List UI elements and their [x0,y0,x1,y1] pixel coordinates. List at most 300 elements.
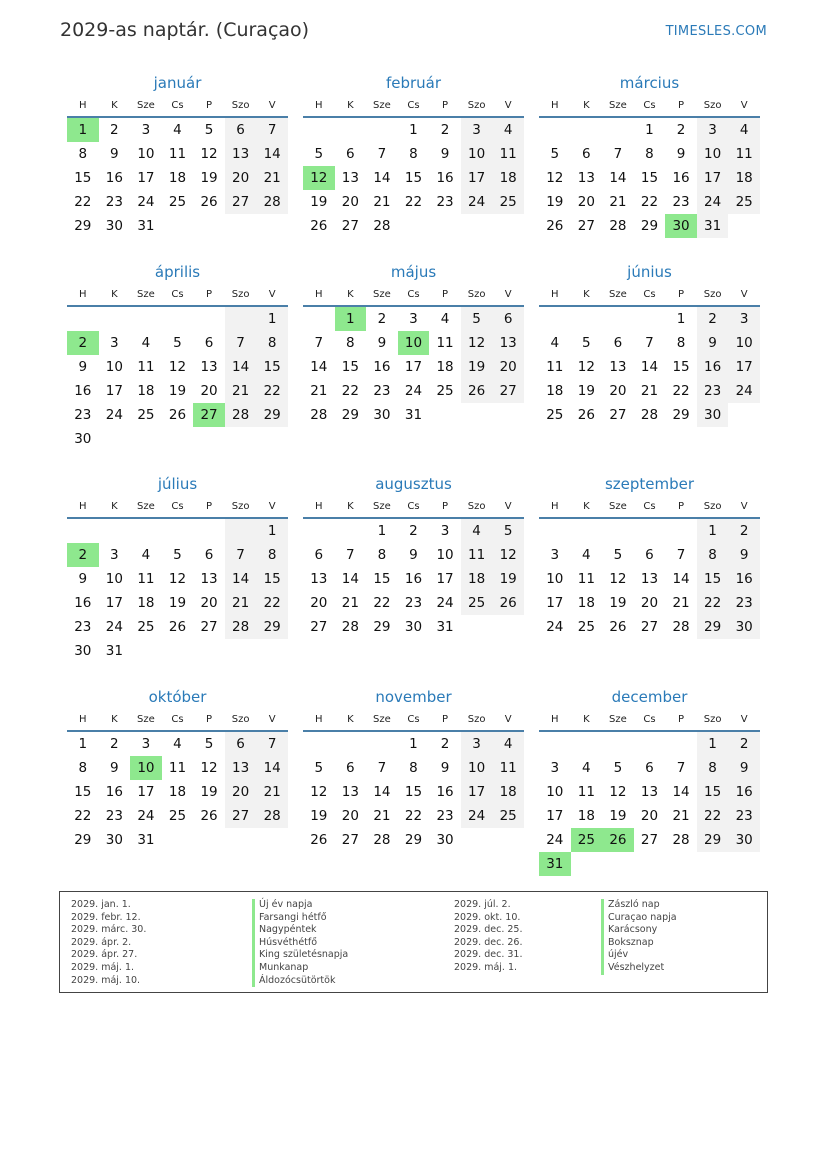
empty-day-cell [225,307,257,331]
day-cell: 3 [461,732,493,756]
day-cell: 1 [697,519,729,543]
day-cell: 19 [609,595,627,611]
day-grid [539,732,760,876]
day-cell: 12 [546,170,564,186]
day-cell: 21 [672,808,690,824]
empty-day-cell [571,732,603,756]
weekday-label: V [504,501,512,512]
weekday-label: Sze [137,714,155,725]
day-cell: 15 [697,567,729,591]
day-cell: 28 [256,190,288,214]
day-cell: 19 [492,567,524,591]
day-cell: 7 [225,331,257,355]
weekday-header [67,708,288,732]
day-grid [67,307,288,451]
day-cell: 29 [341,407,359,423]
day-cell: 11 [492,142,524,166]
day-cell: 10 [461,142,493,166]
legend-entry: Új év napja [252,899,348,912]
legend-entry: 2029. máj. 1. [454,961,518,973]
day-cell: 24 [105,619,123,635]
day-cell: 1 [78,736,88,752]
holiday-day-cell: 2 [67,331,99,355]
day-cell: 5 [314,146,324,162]
day-cell: 24 [728,379,760,403]
day-cell: 21 [310,383,328,399]
day-cell: 17 [105,595,123,611]
day-grid [67,118,288,238]
day-cell: 29 [697,828,729,852]
holiday-day-cell: 1 [335,307,367,331]
weekday-label: P [206,714,213,725]
empty-day-cell [303,519,335,543]
weekday-label: Cs [643,714,656,725]
day-cell: 19 [577,383,595,399]
day-cell: 20 [492,355,524,379]
empty-day-cell [602,732,634,756]
legend-entry: Zászló nap [601,899,677,912]
day-cell: 14 [640,359,659,375]
empty-day-cell [665,732,697,756]
day-cell: 2 [728,732,760,756]
weekday-label: V [504,714,512,725]
weekday-label: P [442,501,449,512]
day-cell: 25 [168,808,187,824]
day-cell: 6 [314,547,324,563]
day-cell: 23 [436,808,454,824]
empty-day-cell [99,519,131,543]
day-cell: 30 [728,828,760,852]
day-cell: 4 [582,547,591,563]
weekday-label: H [315,289,323,300]
month-name: július [157,475,198,493]
day-cell: 14 [225,567,257,591]
day-cell: 11 [461,543,493,567]
day-cell: 20 [225,780,257,804]
day-cell: 23 [728,591,760,615]
empty-day-cell [67,307,99,331]
weekday-label: K [111,714,118,725]
day-cell: 26 [310,218,328,234]
day-cell: 27 [200,619,218,635]
day-cell: 7 [256,732,288,756]
weekday-label: Cs [407,501,420,512]
day-cell: 6 [492,307,524,331]
day-cell: 3 [409,311,418,327]
day-grid [539,118,760,238]
weekday-label: V [268,100,276,111]
day-cell: 18 [728,166,760,190]
legend-entry: Karácsony [601,924,677,937]
weekday-header [539,495,760,519]
day-cell: 24 [137,808,155,824]
day-cell: 20 [310,595,328,611]
empty-day-cell [335,732,367,756]
day-cell: 27 [640,832,659,848]
weekday-label: V [268,289,276,300]
day-cell: 7 [256,118,288,142]
day-cell: 12 [200,760,218,776]
day-cell: 31 [697,214,729,238]
day-cell: 2 [110,122,119,138]
weekday-label: Cs [171,289,184,300]
day-cell: 22 [697,804,729,828]
day-cell: 3 [141,736,151,752]
day-cell: 9 [728,756,760,780]
day-cell: 18 [168,170,187,186]
day-cell: 24 [404,383,423,399]
day-cell: 2 [676,122,686,138]
day-cell: 3 [550,760,560,776]
day-cell: 1 [256,519,288,543]
day-cell: 16 [436,170,454,186]
day-cell: 9 [697,331,729,355]
legend-entry: Curaçao napja [601,912,677,925]
day-cell: 30 [74,643,92,659]
day-cell: 25 [461,591,493,615]
day-cell: 28 [373,832,391,848]
day-cell: 1 [409,736,418,752]
day-cell: 14 [672,571,690,587]
day-cell: 2 [728,519,760,543]
day-cell: 18 [168,784,187,800]
day-cell: 5 [613,547,623,563]
weekday-label: H [315,100,323,111]
day-cell: 7 [645,335,654,351]
day-cell: 3 [110,335,119,351]
day-cell: 29 [672,407,690,423]
weekday-label: Szo [231,289,250,300]
day-cell: 12 [609,784,627,800]
day-grid [303,118,524,238]
legend-names-left [252,899,348,987]
month-name: május [390,263,437,281]
empty-day-cell [303,118,335,142]
day-grid [303,307,524,427]
day-cell: 3 [141,122,151,138]
day-cell: 11 [436,335,454,351]
day-cell: 6 [225,732,257,756]
day-cell: 28 [341,619,359,635]
legend-entry: 2029. júl. 2. [454,899,511,910]
day-cell: 16 [373,359,391,375]
weekday-label: Sze [373,289,391,300]
day-cell: 1 [697,732,729,756]
day-cell: 20 [341,808,359,824]
day-cell: 26 [609,619,627,635]
day-cell: 29 [256,403,288,427]
empty-day-cell [602,118,634,142]
weekday-label: K [583,501,590,512]
day-cell: 12 [310,784,328,800]
day-cell: 22 [256,379,288,403]
weekday-label: Cs [171,501,184,512]
day-cell: 27 [492,379,524,403]
day-cell: 8 [409,146,418,162]
empty-day-cell [366,732,398,756]
weekday-label: Cs [171,714,184,725]
day-cell: 13 [341,784,359,800]
day-cell: 25 [492,804,524,828]
day-cell: 8 [645,146,654,162]
empty-day-cell [162,519,194,543]
weekday-label: Sze [609,100,627,111]
day-cell: 24 [697,190,729,214]
legend-dates-right [454,899,522,975]
day-cell: 8 [256,331,288,355]
empty-day-cell [602,519,634,543]
weekday-label: H [551,501,559,512]
day-cell: 28 [225,615,257,639]
day-cell: 26 [577,407,595,423]
day-cell: 16 [697,355,729,379]
day-cell: 22 [373,595,391,611]
holiday-day-cell: 2 [67,543,99,567]
day-cell: 6 [225,118,257,142]
day-cell: 22 [672,383,690,399]
weekday-label: Cs [407,714,420,725]
day-cell: 14 [341,571,359,587]
day-cell: 6 [346,146,355,162]
weekday-label: Szo [467,289,486,300]
weekday-label: Szo [703,714,722,725]
month-calendar [67,72,288,238]
day-cell: 3 [440,523,450,539]
day-cell: 2 [440,122,450,138]
weekday-label: P [206,100,213,111]
day-cell: 16 [74,595,92,611]
day-cell: 18 [492,780,524,804]
day-cell: 7 [225,543,257,567]
day-cell: 13 [492,331,524,355]
day-grid [539,307,760,427]
weekday-label: P [442,100,449,111]
day-cell: 18 [577,808,595,824]
day-cell: 23 [373,383,391,399]
day-cell: 4 [141,547,151,563]
day-cell: 19 [609,808,627,824]
weekday-label: H [79,289,87,300]
day-cell: 26 [200,808,218,824]
day-cell: 28 [310,407,328,423]
day-grid [67,732,288,852]
empty-day-cell [539,519,571,543]
legend-entry: 2029. máj. 1. [71,961,135,973]
empty-day-cell [193,307,225,331]
weekday-label: V [740,501,748,512]
day-cell: 18 [137,383,155,399]
day-cell: 9 [110,146,119,162]
day-cell: 15 [672,359,690,375]
day-cell: 15 [373,571,391,587]
day-cell: 25 [492,190,524,214]
empty-day-cell [130,307,162,331]
legend-entry: 2029. dec. 25. [454,924,523,936]
month-name: április [154,263,201,281]
day-cell: 21 [225,379,257,403]
weekday-label: Sze [373,501,391,512]
day-cell: 15 [74,784,92,800]
day-cell: 7 [346,547,355,563]
day-cell: 4 [550,335,560,351]
month-calendar [539,686,760,876]
empty-day-cell [571,118,603,142]
holiday-day-cell: 10 [398,331,430,355]
holiday-day-cell: 10 [130,756,162,780]
day-cell: 27 [225,804,257,828]
empty-day-cell [539,732,571,756]
day-cell: 17 [105,383,123,399]
day-cell: 22 [697,591,729,615]
month-calendar [67,686,288,852]
weekday-label: H [551,714,559,725]
day-cell: 30 [74,431,92,447]
day-cell: 30 [105,218,123,234]
empty-day-cell [162,307,194,331]
empty-day-cell [67,519,99,543]
day-cell: 4 [728,118,760,142]
day-cell: 19 [461,355,493,379]
day-cell: 8 [676,335,686,351]
day-cell: 15 [341,359,359,375]
day-cell: 16 [728,567,760,591]
day-cell: 29 [74,832,92,848]
day-cell: 17 [436,571,454,587]
day-cell: 19 [200,170,218,186]
day-cell: 5 [582,335,591,351]
day-cell: 28 [672,832,690,848]
day-cell: 1 [676,311,686,327]
day-cell: 17 [461,166,493,190]
legend-entry: 2029. dec. 26. [454,936,523,948]
day-cell: 11 [577,571,595,587]
day-cell: 14 [672,784,690,800]
empty-day-cell [634,732,666,756]
month-name: június [627,263,672,281]
legend-entry: Farsangi hétfő [252,912,348,925]
day-cell: 9 [377,335,387,351]
day-cell: 7 [676,547,686,563]
day-cell: 8 [697,756,729,780]
day-cell: 2 [409,523,418,539]
day-cell: 6 [645,760,654,776]
month-calendar [67,473,288,663]
weekday-header [539,708,760,732]
day-cell: 25 [168,194,187,210]
day-cell: 15 [640,170,659,186]
weekday-label: Sze [609,501,627,512]
weekday-label: Szo [467,100,486,111]
day-cell: 10 [436,547,454,563]
day-grid [303,732,524,852]
day-cell: 31 [105,643,123,659]
legend-dates-left [71,899,146,987]
day-cell: 26 [461,379,493,403]
day-cell: 3 [728,307,760,331]
day-cell: 5 [550,146,560,162]
day-cell: 13 [609,359,627,375]
month-calendar [303,473,524,639]
brand-link[interactable]: TIMESLES.COM [665,24,767,39]
day-cell: 13 [200,359,218,375]
day-cell: 17 [404,359,423,375]
empty-day-cell [225,519,257,543]
day-cell: 6 [613,335,623,351]
weekday-label: K [347,714,354,725]
day-cell: 19 [310,808,328,824]
day-cell: 21 [609,194,627,210]
day-cell: 18 [577,595,595,611]
weekday-label: H [551,289,559,300]
day-cell: 22 [404,808,423,824]
month-calendar [539,473,760,639]
month-name: december [611,688,688,706]
weekday-label: V [504,289,512,300]
day-cell: 9 [409,547,418,563]
empty-day-cell [634,519,666,543]
day-cell: 27 [341,218,359,234]
weekday-label: Sze [373,100,391,111]
day-cell: 15 [256,355,288,379]
month-name: október [148,688,207,706]
holiday-day-cell: 27 [193,403,225,427]
empty-day-cell [634,307,666,331]
day-cell: 4 [492,118,524,142]
day-cell: 3 [110,547,119,563]
day-cell: 23 [74,619,92,635]
day-cell: 30 [697,403,729,427]
day-cell: 26 [200,194,218,210]
weekday-label: P [442,289,449,300]
day-cell: 31 [404,407,423,423]
day-cell: 15 [404,170,423,186]
day-cell: 21 [640,383,659,399]
day-cell: 8 [346,335,355,351]
day-cell: 24 [105,407,123,423]
month-calendar [539,261,760,427]
weekday-label: P [442,714,449,725]
day-cell: 24 [436,595,454,611]
page-title: 2029-as naptár. (Curaçao) [60,19,310,41]
day-cell: 18 [492,166,524,190]
day-cell: 7 [676,760,686,776]
day-cell: 2 [377,311,387,327]
day-cell: 25 [546,407,564,423]
holiday-legend [59,891,768,993]
weekday-label: Szo [703,100,722,111]
legend-entry: Boksznap [601,937,677,950]
weekday-header [67,495,288,519]
legend-entry: 2029. febr. 12. [71,911,141,923]
month-calendar [303,261,524,427]
day-cell: 8 [409,760,418,776]
day-cell: 20 [200,595,218,611]
day-grid [539,519,760,639]
weekday-header [303,283,524,307]
day-cell: 22 [74,808,92,824]
day-cell: 5 [461,307,493,331]
day-cell: 10 [137,146,155,162]
day-cell: 27 [225,190,257,214]
day-cell: 10 [546,571,564,587]
day-cell: 28 [256,804,288,828]
day-cell: 28 [225,403,257,427]
day-cell: 31 [137,832,155,848]
day-cell: 9 [78,359,88,375]
weekday-label: Sze [609,289,627,300]
day-cell: 8 [78,760,88,776]
legend-entry: Nagypéntek [252,924,348,937]
